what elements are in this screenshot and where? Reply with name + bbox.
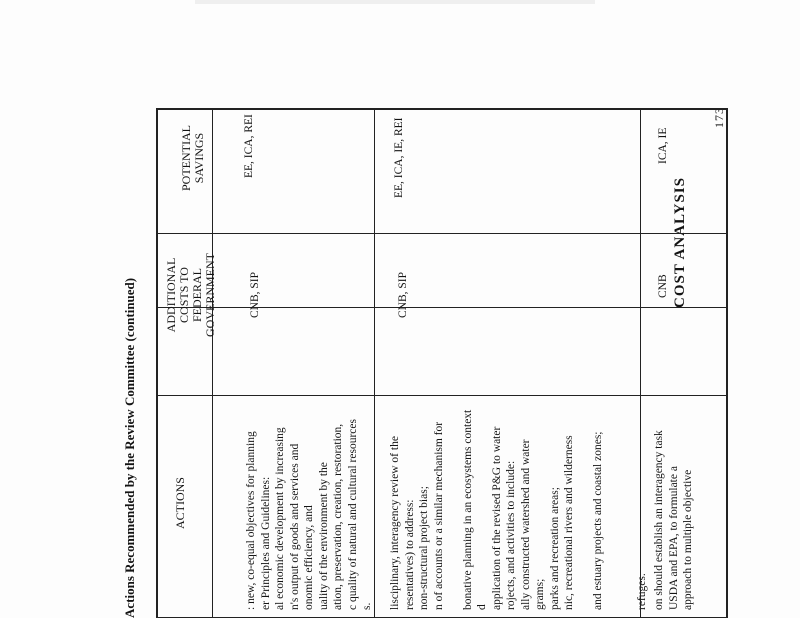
row-3-savings: ICA, IE <box>657 127 669 164</box>
row-3-costs: CNB <box>657 274 669 298</box>
col-divider <box>156 395 728 396</box>
row-1-actions: : new, co-equal objectives for planning er Principles and Guidelines: al economic development by increasing n's output of goods and services and onomic efficiency, and uality of the environment by the ation, preservation, creation, restoration, c quality of natural and cultural resources s. <box>245 419 373 610</box>
row-1-savings: EE, ICA, REI <box>243 114 255 178</box>
header-actions: ACTIONS <box>173 477 187 530</box>
row-1-costs: CNB, SIP <box>249 271 261 318</box>
header-costs: ADDITIONAL COSTS TO FEDERAL GOVERNMENT <box>164 253 217 337</box>
row-divider <box>374 108 375 618</box>
row-divider <box>640 108 641 618</box>
row-3-actions: on should establish an interagency task USDA and EPA, to formulate a approach to multiple objective <box>653 430 694 610</box>
page-number: 173 <box>712 107 726 128</box>
header-savings: POTENTIAL SAVINGS <box>179 125 206 191</box>
col-divider <box>156 233 728 234</box>
row-2-costs: CNB, SIP <box>397 271 409 318</box>
row-2-savings: EE, ICA, IE, REI <box>393 117 405 198</box>
row-2-actions: lisciplinary, interagency review of the resentatives) to address: non-structural project bias; n of accounts or a similar mechanism for bonative planning in an ecosystems context d application of the revised P&G to water rojects, and activities to include: ally constructed watershed and water grams; parks and recreation areas; nic, recreational rivers and wilderness and estuary projects and coastal zones; refuges. <box>389 409 648 610</box>
table-caption: Actions Recommended by the Review Committee (continued) <box>122 277 137 618</box>
col-divider <box>156 307 728 308</box>
page-heading: COST ANALYSIS <box>672 177 688 308</box>
